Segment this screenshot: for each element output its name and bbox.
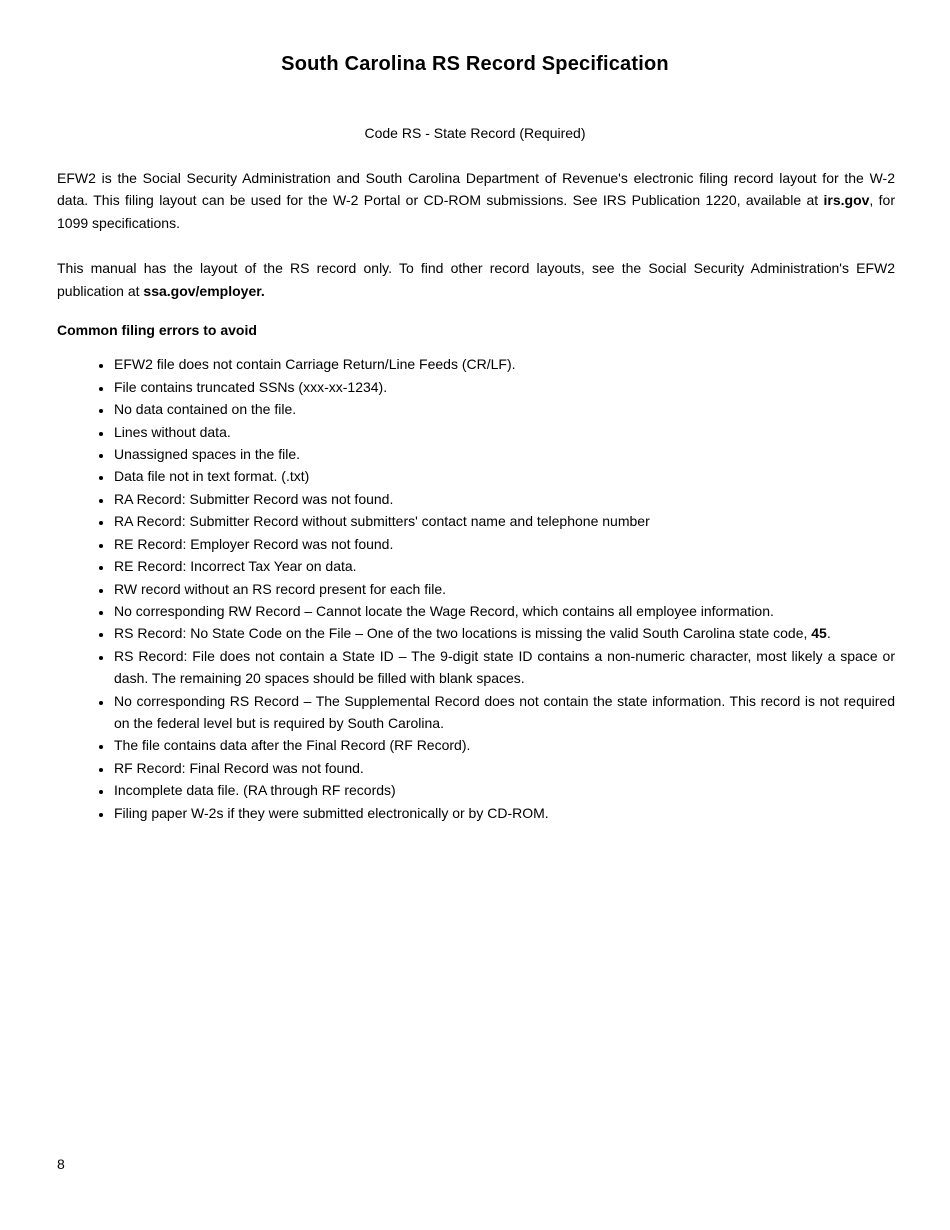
list-item: • No data contained on the file. [113, 398, 895, 420]
list-item: • Incomplete data file. (RA through RF records) [113, 779, 895, 801]
list-item: • Lines without data. [113, 421, 895, 443]
list-item: • Unassigned spaces in the file. [113, 443, 895, 465]
intro-paragraph-2: This manual has the layout of the RS record only. To find other record layouts, see the Social Security Administration's EFW2 publication at ssa.gov/employer. [57, 260, 895, 299]
document-body [57, 167, 895, 824]
page-title: South Carolina RS Record Specification [281, 53, 669, 75]
intro-paragraph-1: EFW2 is the Social Security Administration and South Carolina Department of Revenue's electronic filing record layout for the W-2 data. This filing layout can be used for the W-2 Portal or CD-ROM submissions. See IRS Publication 1220, available at irs.gov, for 1099 specifications. [57, 170, 895, 231]
list-item: • No corresponding RW Record – Cannot locate the Wage Record, which contains all employee information. [113, 600, 895, 622]
error-list [57, 353, 895, 824]
list-item: • RA Record: Submitter Record without submitters' contact name and telephone number [113, 510, 895, 532]
list-item: • RF Record: Final Record was not found. [113, 757, 895, 779]
list-item: • RA Record: Submitter Record was not found. [113, 488, 895, 510]
list-item: • Data file not in text format. (.txt) [113, 465, 895, 487]
list-item: • The file contains data after the Final Record (RF Record). [113, 734, 895, 756]
list-item: • Filing paper W-2s if they were submitted electronically or by CD-ROM. [113, 802, 895, 824]
page-number: 8 [57, 1156, 65, 1172]
list-item: • EFW2 file does not contain Carriage Return/Line Feeds (CR/LF). [113, 353, 895, 375]
subtitle: Code RS - State Record (Required) [364, 125, 586, 141]
list-item: • File contains truncated SSNs (xxx-xx-1234). [113, 376, 895, 398]
list-item: • RS Record: File does not contain a State ID – The 9-digit state ID contains a non-numeric character, most likely a space or dash. The remaining 20 spaces should be filled with blank spaces. [113, 645, 895, 690]
list-item: • RW record without an RS record present for each file. [113, 578, 895, 600]
list-item: • No corresponding RS Record – The Supplemental Record does not contain the state information. This record is not required on the federal level but is required by South Carolina. [113, 690, 895, 735]
list-item: • RE Record: Incorrect Tax Year on data. [113, 555, 895, 577]
section-heading-common-filing-errors: Common filing errors to avoid [57, 322, 257, 339]
list-item: • RS Record: No State Code on the File – One of the two locations is missing the valid South Carolina state code, 45. [113, 622, 895, 644]
list-item: • RE Record: Employer Record was not found. [113, 533, 895, 555]
